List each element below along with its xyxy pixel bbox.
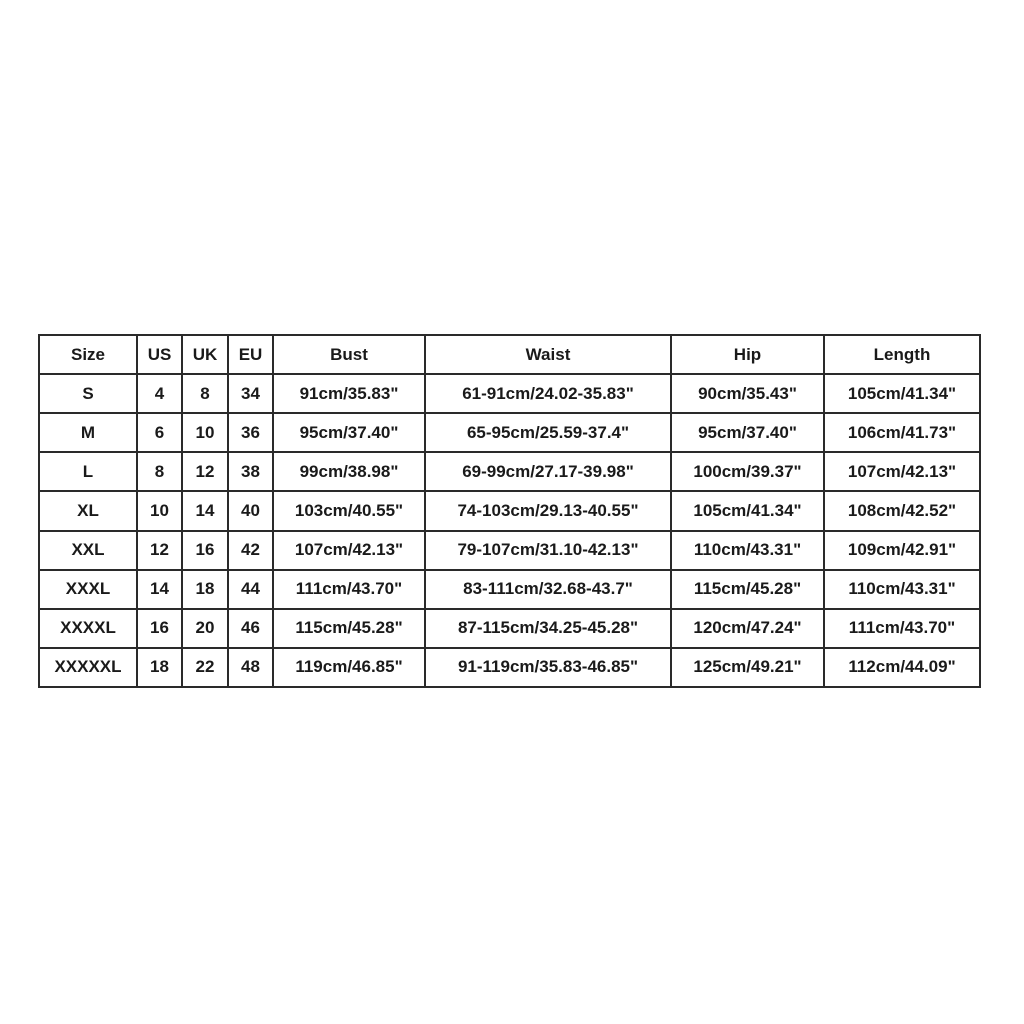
cell-size: XL xyxy=(39,491,137,530)
cell-waist: 87-115cm/34.25-45.28" xyxy=(425,609,671,648)
header-length: Length xyxy=(824,335,980,374)
cell-eu: 42 xyxy=(228,531,273,570)
table-row xyxy=(39,570,980,609)
cell-bust: 119cm/46.85" xyxy=(273,648,425,687)
cell-hip: 125cm/49.21" xyxy=(671,648,824,687)
cell-eu: 36 xyxy=(228,413,273,452)
cell-uk: 22 xyxy=(182,648,228,687)
header-waist: Waist xyxy=(425,335,671,374)
table-header-row xyxy=(39,335,980,374)
cell-waist: 79-107cm/31.10-42.13" xyxy=(425,531,671,570)
cell-length: 111cm/43.70" xyxy=(824,609,980,648)
cell-bust: 103cm/40.55" xyxy=(273,491,425,530)
cell-us: 4 xyxy=(137,374,182,413)
table-row xyxy=(39,413,980,452)
cell-waist: 91-119cm/35.83-46.85" xyxy=(425,648,671,687)
cell-hip: 95cm/37.40" xyxy=(671,413,824,452)
cell-us: 8 xyxy=(137,452,182,491)
cell-length: 108cm/42.52" xyxy=(824,491,980,530)
cell-bust: 111cm/43.70" xyxy=(273,570,425,609)
cell-eu: 44 xyxy=(228,570,273,609)
cell-us: 16 xyxy=(137,609,182,648)
cell-size: M xyxy=(39,413,137,452)
cell-waist: 61-91cm/24.02-35.83" xyxy=(425,374,671,413)
cell-us: 18 xyxy=(137,648,182,687)
cell-us: 6 xyxy=(137,413,182,452)
cell-hip: 100cm/39.37" xyxy=(671,452,824,491)
cell-hip: 120cm/47.24" xyxy=(671,609,824,648)
size-chart-table xyxy=(38,334,981,688)
cell-length: 110cm/43.31" xyxy=(824,570,980,609)
cell-waist: 74-103cm/29.13-40.55" xyxy=(425,491,671,530)
header-us: US xyxy=(137,335,182,374)
table-row xyxy=(39,531,980,570)
cell-size: XXXXXL xyxy=(39,648,137,687)
cell-us: 10 xyxy=(137,491,182,530)
cell-bust: 107cm/42.13" xyxy=(273,531,425,570)
table-row xyxy=(39,374,980,413)
cell-bust: 115cm/45.28" xyxy=(273,609,425,648)
cell-uk: 14 xyxy=(182,491,228,530)
cell-size: S xyxy=(39,374,137,413)
cell-hip: 90cm/35.43" xyxy=(671,374,824,413)
cell-uk: 20 xyxy=(182,609,228,648)
cell-us: 12 xyxy=(137,531,182,570)
cell-waist: 69-99cm/27.17-39.98" xyxy=(425,452,671,491)
cell-waist: 83-111cm/32.68-43.7" xyxy=(425,570,671,609)
cell-length: 112cm/44.09" xyxy=(824,648,980,687)
cell-us: 14 xyxy=(137,570,182,609)
cell-uk: 12 xyxy=(182,452,228,491)
cell-waist: 65-95cm/25.59-37.4" xyxy=(425,413,671,452)
header-eu: EU xyxy=(228,335,273,374)
header-hip: Hip xyxy=(671,335,824,374)
table-row xyxy=(39,452,980,491)
cell-length: 105cm/41.34" xyxy=(824,374,980,413)
cell-size: XXXL xyxy=(39,570,137,609)
cell-hip: 115cm/45.28" xyxy=(671,570,824,609)
cell-bust: 99cm/38.98" xyxy=(273,452,425,491)
cell-eu: 40 xyxy=(228,491,273,530)
cell-uk: 10 xyxy=(182,413,228,452)
cell-eu: 34 xyxy=(228,374,273,413)
cell-length: 106cm/41.73" xyxy=(824,413,980,452)
table-row xyxy=(39,609,980,648)
cell-bust: 91cm/35.83" xyxy=(273,374,425,413)
table-row xyxy=(39,491,980,530)
header-size: Size xyxy=(39,335,137,374)
cell-uk: 16 xyxy=(182,531,228,570)
cell-uk: 8 xyxy=(182,374,228,413)
cell-length: 109cm/42.91" xyxy=(824,531,980,570)
cell-hip: 110cm/43.31" xyxy=(671,531,824,570)
cell-bust: 95cm/37.40" xyxy=(273,413,425,452)
cell-uk: 18 xyxy=(182,570,228,609)
cell-size: XXL xyxy=(39,531,137,570)
cell-hip: 105cm/41.34" xyxy=(671,491,824,530)
cell-eu: 48 xyxy=(228,648,273,687)
cell-size: L xyxy=(39,452,137,491)
cell-size: XXXXL xyxy=(39,609,137,648)
cell-length: 107cm/42.13" xyxy=(824,452,980,491)
table-row xyxy=(39,648,980,687)
header-bust: Bust xyxy=(273,335,425,374)
cell-eu: 38 xyxy=(228,452,273,491)
header-uk: UK xyxy=(182,335,228,374)
cell-eu: 46 xyxy=(228,609,273,648)
